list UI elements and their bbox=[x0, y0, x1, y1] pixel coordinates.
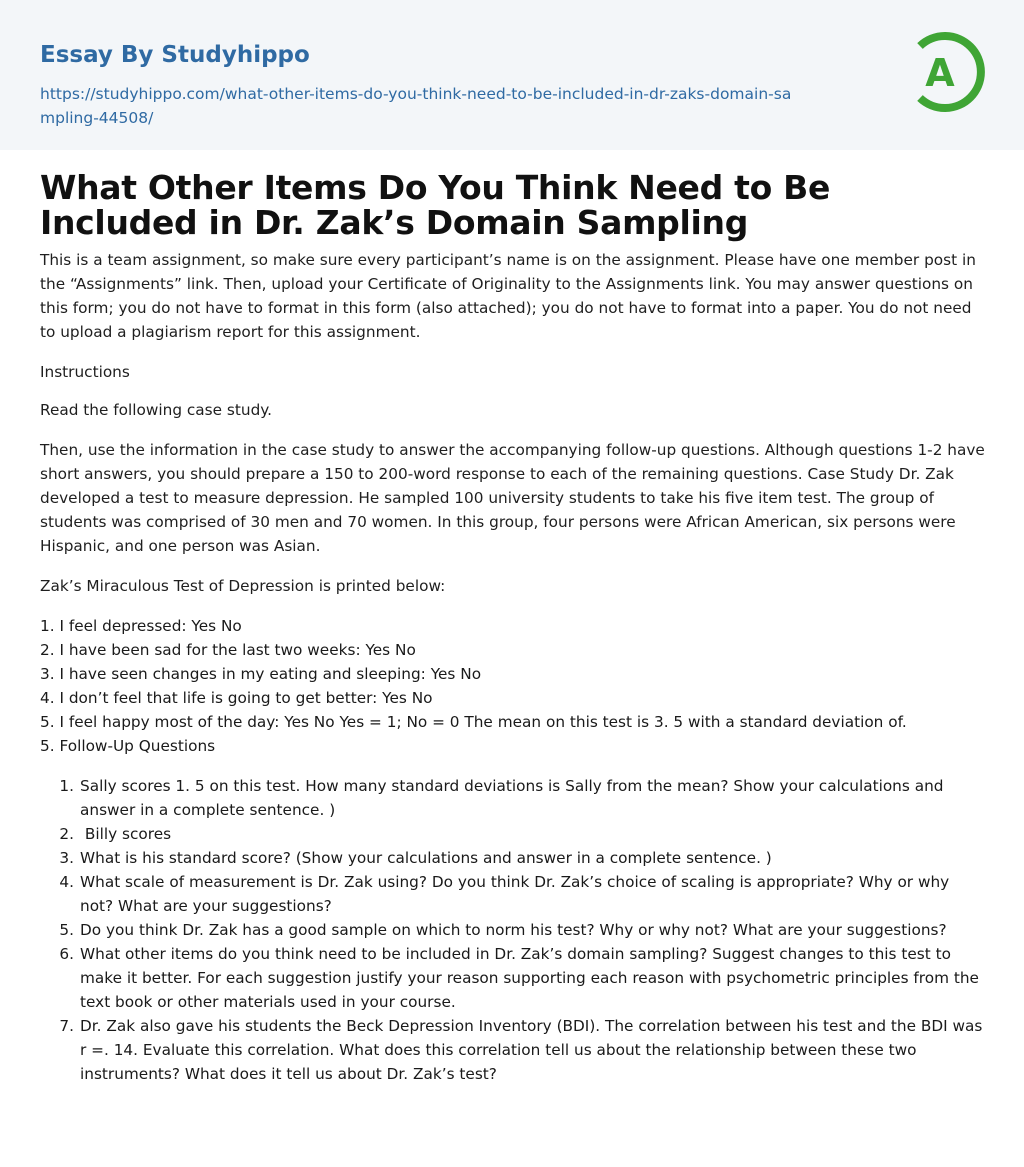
question-number: 6. bbox=[59, 945, 74, 963]
intro-paragraph: This is a team assignment, so make sure every participant’s name is on the assignment. Please have one member post in the “Assignments” link. Then, upload your Certificate of Originality to the Assignments link. You may answer questions on this form; you do not have to format in this form (also attached); you do not have to format into a paper. You do not need to upload a plagiarism report for this assignment. bbox=[40, 251, 976, 341]
follow-up-questions-list bbox=[40, 774, 986, 1086]
list-item: 1. I feel depressed: Yes No bbox=[40, 617, 242, 635]
question-item bbox=[40, 870, 986, 918]
question-number: 3. bbox=[59, 849, 74, 867]
question-text: Billy scores bbox=[80, 825, 172, 843]
test-intro: Zak’s Miraculous Test of Depression is printed below: bbox=[40, 577, 446, 595]
essay-url-link[interactable]: https://studyhippo.com/what-other-items-do-you-think-need-to-be-included-in-dr-zaks-domain-sampling-44508/ bbox=[40, 85, 792, 127]
question-item bbox=[40, 774, 986, 822]
question-text: Dr. Zak also gave his students the Beck Depression Inventory (BDI). The correlation between his test and the BDI was r =. 14. Evaluate this correlation. What does this correlation tell us about the relationship between these two instruments? What does it tell us about Dr. Zak’s test? bbox=[80, 1017, 983, 1083]
case-study-paragraph: Then, use the information in the case study to answer the accompanying follow-up questions. Although questions 1-2 have short answers, you should prepare a 150 to 200-word response to each of the remaining questions. Case Study Dr. Zak developed a test to measure depression. He sampled 100 university students to take his five item test. The group of students was comprised of 30 men and 70 women. In this group, four persons were African American, six persons were Hispanic, and one person was Asian. bbox=[40, 441, 985, 555]
list-item: 4. I don’t feel that life is going to get better: Yes No bbox=[40, 689, 433, 707]
logo-letter: A bbox=[925, 51, 955, 95]
question-number: 7. bbox=[59, 1017, 74, 1035]
question-text: What other items do you think need to be included in Dr. Zak’s domain sampling? Suggest changes to this test to make it better. For each suggestion justify your reason supporting each reason with psychometric principles from the text book or other materials used in your course. bbox=[80, 945, 979, 1011]
question-item bbox=[40, 822, 986, 846]
question-number: 1. bbox=[59, 777, 74, 795]
question-item bbox=[40, 1014, 986, 1086]
question-item bbox=[40, 846, 986, 870]
question-text: Sally scores 1. 5 on this test. How many standard deviations is Sally from the mean? Show your calculations and answer in a complete sentence. ) bbox=[80, 777, 944, 819]
read-instruction: Read the following case study. bbox=[40, 401, 273, 419]
question-number: 5. bbox=[59, 921, 74, 939]
list-item: 5. I feel happy most of the day: Yes No Yes = 1; No = 0 The mean on this test is 3. 5 with a standard deviation of. bbox=[40, 713, 907, 731]
question-number: 2. bbox=[59, 825, 74, 843]
site-brand[interactable]: Essay By Studyhippo bbox=[40, 42, 310, 68]
question-item bbox=[40, 918, 986, 942]
studyhippo-logo-icon[interactable] bbox=[908, 26, 990, 118]
page-header bbox=[0, 0, 1024, 150]
article-title: What Other Items Do You Think Need to Be Included in Dr. Zak’s Domain Sampling bbox=[40, 168, 831, 242]
question-text: What is his standard score? (Show your calculations and answer in a complete sentence. ) bbox=[80, 849, 772, 867]
article-body bbox=[40, 170, 986, 1086]
test-items-list bbox=[40, 614, 986, 758]
question-text: What scale of measurement is Dr. Zak using? Do you think Dr. Zak’s choice of scaling is appropriate? Why or why not? What are your suggestions? bbox=[80, 873, 950, 915]
list-item: 5. Follow-Up Questions bbox=[40, 737, 216, 755]
instructions-heading: Instructions bbox=[40, 363, 130, 381]
question-text: Do you think Dr. Zak has a good sample on which to norm his test? Why or why not? What are your suggestions? bbox=[80, 921, 947, 939]
question-item bbox=[40, 942, 986, 1014]
list-item: 3. I have seen changes in my eating and sleeping: Yes No bbox=[40, 665, 482, 683]
list-item: 2. I have been sad for the last two weeks: Yes No bbox=[40, 641, 416, 659]
question-number: 4. bbox=[59, 873, 74, 891]
